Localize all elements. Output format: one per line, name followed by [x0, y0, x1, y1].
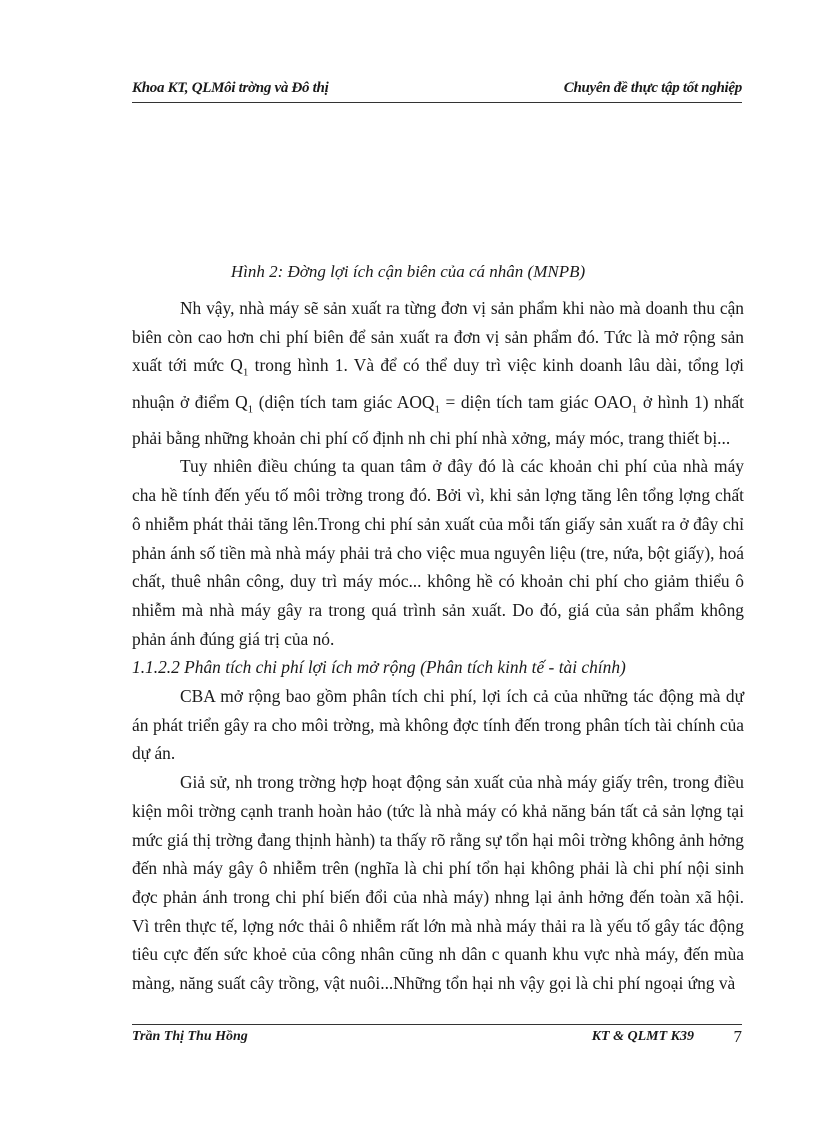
header-faculty: Khoa KT, QLMôi trờng và Đô thị	[132, 80, 329, 96]
section-heading: 1.1.2.2 Phân tích chi phí lợi ích mở rộng (Phân tích kinh tế - tài chính)	[132, 657, 626, 678]
page-number: 7	[733, 1027, 742, 1046]
footer-class: KT & QLMT K39	[591, 1029, 694, 1044]
document-body	[132, 294, 744, 998]
paragraph-1: Nh vậy, nhà máy sẽ sản xuất ra từng đơn vị sản phẩm khi nào mà doanh thu cận biên còn cao hơn chi phí biên để sản xuất ra đơn vị sản phẩm đó. Tức là mở rộng sản xuất tới mức $Q_1$ trong hình 1. Và để có thể duy trì việc kinh doanh lâu dài, tổng lợi nhuận ở điểm $Q_1$ (diện tích tam giác $AOQ_1$ = diện tích tam giác $OAO_1$ ở hình 1) nhất phải bằng những khoản chi phí cố định nh chi phí nhà xởng, máy móc, trang thiết bị...	[132, 298, 744, 448]
page-header	[132, 80, 742, 103]
paragraph-4: Giả sử, nh trong trờng hợp hoạt động sản xuất của nhà máy giấy trên, trong điều kiện môi trờng cạnh tranh hoàn hảo (tức là nhà máy có khả năng bán tất cả sản lợng tại mức giá thị trờng đang thịnh hành) ta thấy rõ rằng sự tổn hại môi trờng không ảnh hởng đến nhà máy gây ô nhiễm trên (nghĩa là chi phí tổn hại không phải là chi phí nội sinh đợc phản ánh trong chi phí biến đổi của nhà máy) nhng lại ảnh hởng đến toàn xã hội. Vì trên thực tế, lợng nớc thải ô nhiễm rất lớn mà nhà máy thải ra là yếu tố gây tác động tiêu cực đến sức khoẻ của công nhân cũng nh dân c quanh khu vực nhà máy, đến mùa màng, năng suất cây trồng, vật nuôi...Những tổn hại nh vậy gọi là chi phí ngoại ứng và	[132, 772, 744, 994]
header-document-type: Chuyên đề thực tập tốt nghiệp	[563, 80, 742, 96]
page-footer	[132, 1024, 742, 1051]
paragraph-2: Tuy nhiên điều chúng ta quan tâm ở đây đó là các khoản chi phí của nhà máy cha hề tính đến yếu tố môi trờng trong đó. Bởi vì, khi sản lợng tăng lên tổng lợng chất ô nhiễm phát thải tăng lên.Trong chi phí sản xuất của mỗi tấn giấy sản xuất ra ở đây chỉ phản ánh số tiền mà nhà máy phải trả cho việc mua nguyên liệu (tre, nứa, bột giấy), hoá chất, thuê nhân công, duy trì máy móc... không hề có khoản chi phí cho giảm thiểu ô nhiễm mà nhà máy gây ra trong quá trình sản xuất. Do đó, giá của sản phẩm không phản ánh đúng giá trị của nó.	[132, 456, 744, 649]
footer-author: Trần Thị Thu Hồng	[132, 1029, 248, 1044]
figure-caption: Hình 2: Đờng lợi ích cận biên của cá nhân (MNPB)	[230, 262, 586, 281]
paragraph-3: CBA mở rộng bao gồm phân tích chi phí, lợi ích cả của những tác động mà dự án phát triển gây ra cho môi trờng, mà không đợc tính đến trong phân tích tài chính của dự án.	[132, 686, 744, 764]
